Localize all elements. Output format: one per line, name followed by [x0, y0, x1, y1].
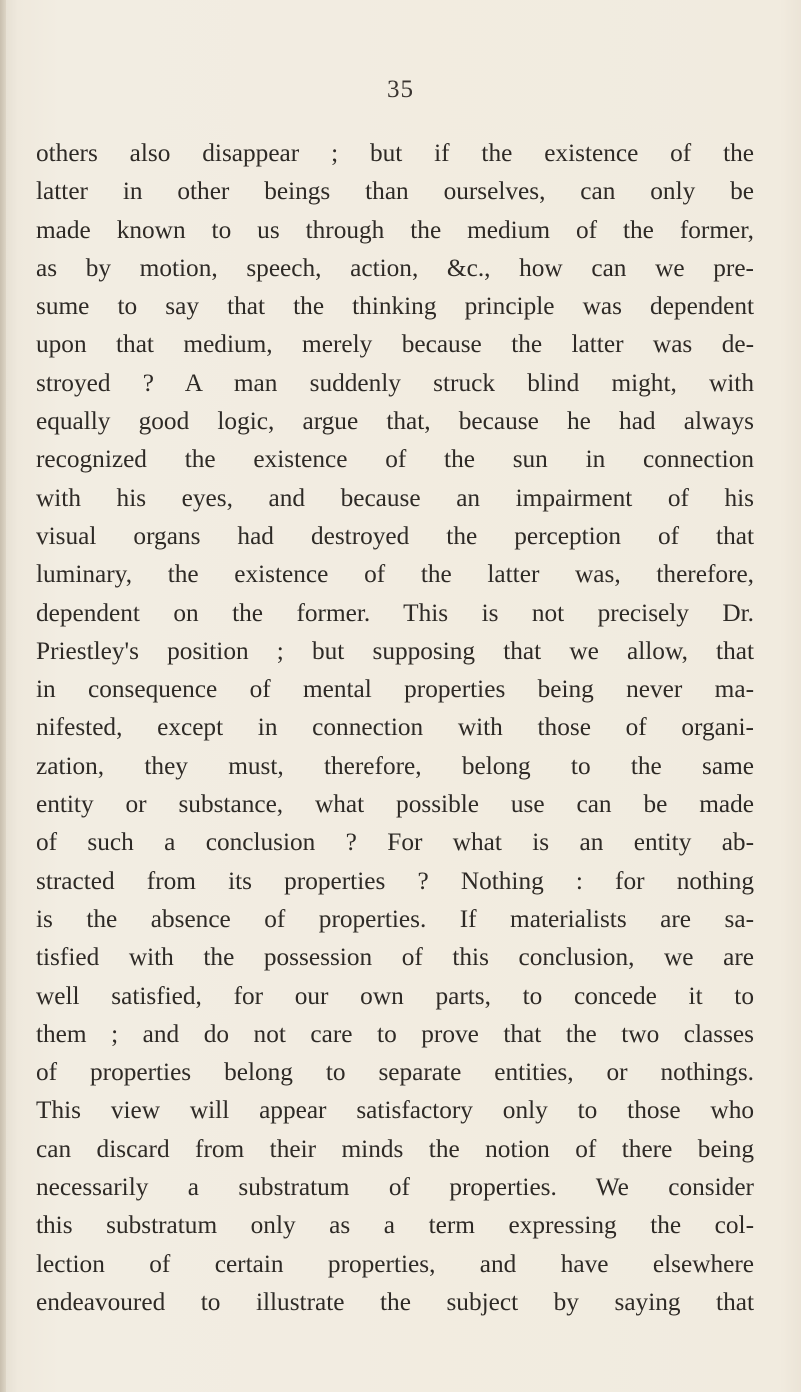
text-line: of properties belong to separate entities, or nothings.	[36, 1058, 754, 1087]
text-line: equally good logic, argue that, because he had always	[36, 407, 754, 436]
binding-edge	[0, 0, 6, 1392]
body-text	[36, 134, 754, 1321]
text-line: this substratum only as a term expressing the col-	[36, 1211, 754, 1240]
text-line: entity or substance, what possible use can be made	[36, 790, 754, 819]
text-line: upon that medium, merely because the latter was de-	[36, 330, 754, 359]
text-line: recognized the existence of the sun in connection	[36, 445, 754, 474]
text-line: visual organs had destroyed the perception of that	[36, 521, 754, 550]
text-line: is the absence of properties. If materialists are sa-	[36, 904, 754, 933]
text-line: This view will appear satisfactory only to those who	[36, 1096, 754, 1125]
text-line: zation, they must, therefore, belong to the same	[36, 751, 754, 780]
text-line: nifested, except in connection with those of organi-	[36, 713, 754, 742]
text-line: of such a conclusion ? For what is an entity ab-	[36, 828, 754, 857]
text-line: made known to us through the medium of the former,	[36, 215, 754, 244]
text-line: endeavoured to illustrate the subject by saying that	[36, 1287, 754, 1316]
text-line: well satisfied, for our own parts, to concede it to	[36, 981, 754, 1010]
text-line: dependent on the former. This is not precisely Dr.	[36, 598, 754, 627]
text-line: sume to say that the thinking principle was dependent	[36, 292, 754, 321]
page-number: 35	[387, 76, 414, 103]
text-line: lection of certain properties, and have elsewhere	[36, 1249, 754, 1278]
text-line: luminary, the existence of the latter was, therefore,	[36, 560, 754, 589]
text-line: others also disappear ; but if the existence of the	[36, 139, 754, 167]
text-line: tisfied with the possession of this conclusion, we are	[36, 943, 754, 972]
text-line: in consequence of mental properties being never ma-	[36, 675, 754, 704]
text-line: as by motion, speech, action, &c., how can we pre-	[36, 253, 754, 282]
text-line: them ; and do not care to prove that the two classes	[36, 1019, 754, 1048]
text-line: can discard from their minds the notion of there being	[36, 1134, 754, 1163]
text-line: latter in other beings than ourselves, can only be	[36, 177, 754, 206]
text-line: stroyed ? A man suddenly struck blind might, with	[36, 368, 754, 397]
text-line: stracted from its properties ? Nothing : for nothing	[36, 866, 754, 895]
text-line: Priestley's position ; but supposing that we allow, that	[36, 636, 754, 665]
text-line: necessarily a substratum of properties. We consider	[36, 1173, 754, 1202]
text-line: with his eyes, and because an impairment of his	[36, 483, 754, 512]
